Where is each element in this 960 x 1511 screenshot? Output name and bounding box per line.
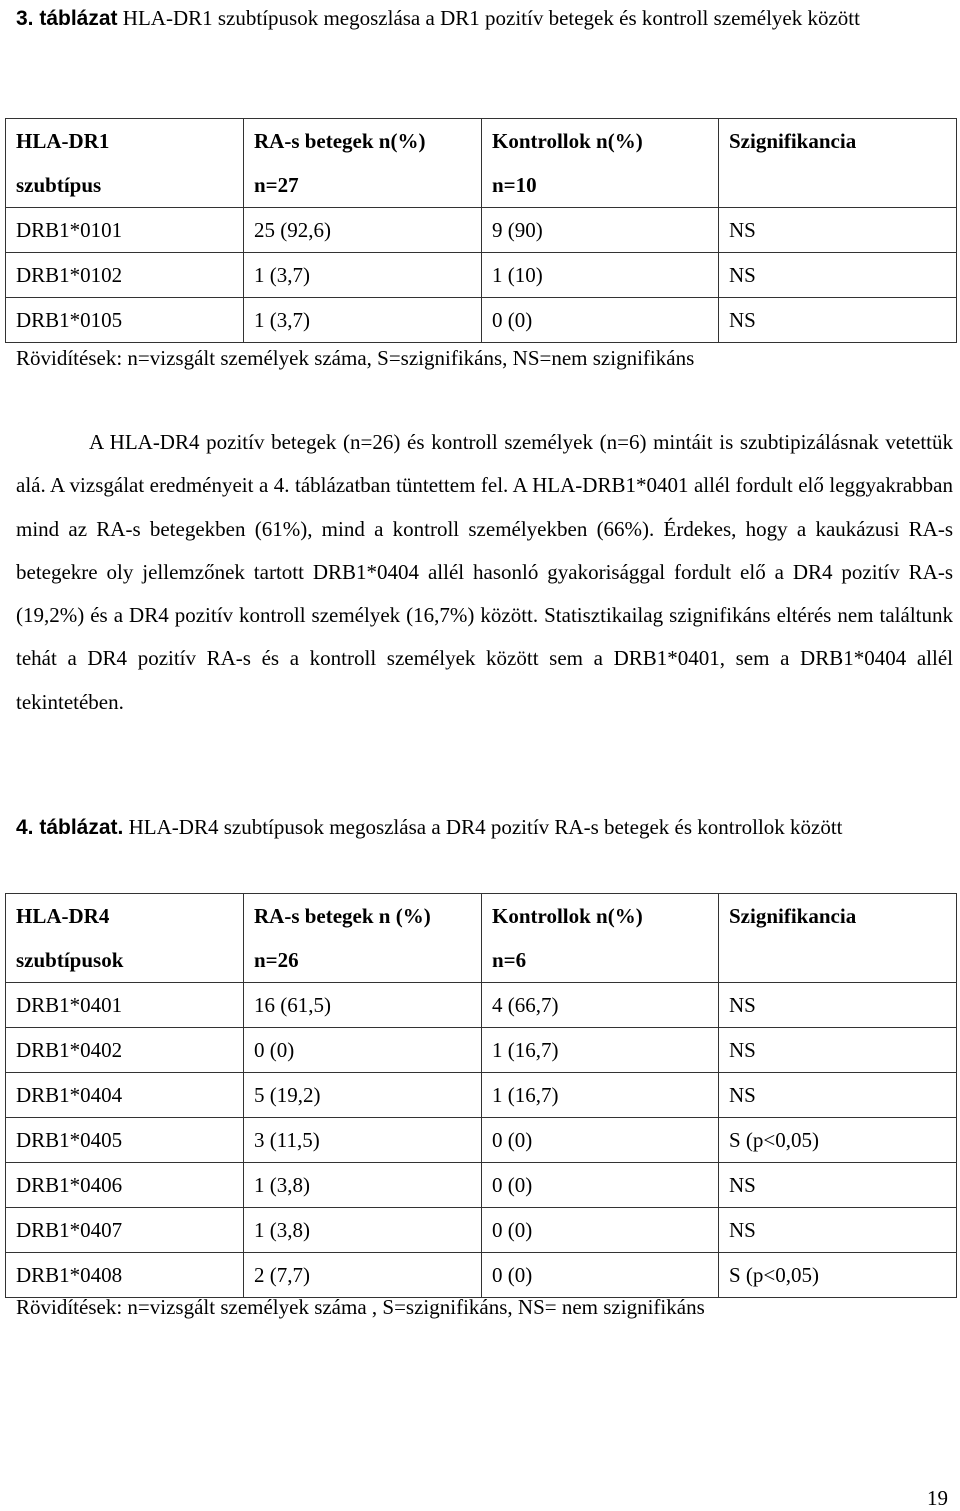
table3-header-cell: Szignifikancia [719,119,957,164]
table3-header-cell: Kontrollok n(%) [482,119,719,164]
table-cell: 2 (7,7) [244,1253,482,1298]
body-paragraph-text: A HLA-DR4 pozitív betegek (n=26) és kontroll személyek (n=6) mintáit is szubtipizálásnak vetettük alá. A vizsgálat eredményeit a 4. táblázatban tüntettem fel. A HLA-DRB1*0401 allél fordult elő leggyakrabban mind az RA-s betegekben (61%), mind a kontroll személyekben (66%). Érdekes, hogy a kaukázusi RA-s betegekre oly jellemzőnek tartott DRB1*0404 allél hasonló gyakorisággal fordult elő a DR4 pozitív RA-s (19,2%) és a DR4 pozitív kontroll személyek (16,7%) között. Statisztikailag szignifikáns eltérés nem találtunk tehát a DR4 pozitív RA-s és a kontroll személyek között sem a DRB1*0401, sem a DRB1*0404 allél tekintetében. [16,430,953,714]
table-row [6,1208,957,1253]
table3-header-cell [719,163,957,208]
table4-header-cell: RA-s betegek n (%) [244,894,482,939]
table-cell: DRB1*0105 [6,298,244,343]
table-cell: DRB1*0101 [6,208,244,253]
table-cell: NS [719,1208,957,1253]
table-cell: 9 (90) [482,208,719,253]
table-cell: 16 (61,5) [244,983,482,1028]
table-cell: DRB1*0405 [6,1118,244,1163]
table4-header-cell: n=26 [244,938,482,983]
table-cell: 1 (16,7) [482,1028,719,1073]
table-cell: 1 (3,7) [244,298,482,343]
table-cell: S (p<0,05) [719,1118,957,1163]
table-cell: 4 (66,7) [482,983,719,1028]
table-cell: DRB1*0406 [6,1163,244,1208]
table3-header-cell: szubtípus [6,163,244,208]
table-cell: 1 (3,7) [244,253,482,298]
table3-header-row-1 [6,119,957,164]
table-cell: 0 (0) [482,1163,719,1208]
body-paragraph [16,421,953,724]
table4-caption [16,806,946,849]
table-cell: NS [719,983,957,1028]
table-cell: DRB1*0407 [6,1208,244,1253]
table4-abbreviations: Rövidítések: n=vizsgált személyek száma , S=szignifikáns, NS= nem szignifikáns [16,1295,705,1319]
table3-header-cell: n=10 [482,163,719,208]
table-row [6,1073,957,1118]
table4-header-cell: szubtípusok [6,938,244,983]
table-cell: DRB1*0404 [6,1073,244,1118]
table-cell: 0 (0) [482,1118,719,1163]
table3-caption [16,0,946,40]
table-cell: DRB1*0402 [6,1028,244,1073]
table3 [5,118,957,343]
table-row [6,1118,957,1163]
table-cell: NS [719,1073,957,1118]
table-row [6,1028,957,1073]
table-cell: 1 (3,8) [244,1208,482,1253]
table4-header-cell [719,938,957,983]
table3-caption-label: 3. táblázat [16,7,118,30]
table-cell: S (p<0,05) [719,1253,957,1298]
table-cell: NS [719,298,957,343]
table3-abbreviations: Rövidítések: n=vizsgált személyek száma, S=szignifikáns, NS=nem szignifikáns [16,346,695,370]
table-cell: DRB1*0102 [6,253,244,298]
table3-caption-text: HLA-DR1 szubtípusok megoszlása a DR1 pozitív betegek és kontroll személyek között [117,6,860,30]
table-row [6,983,957,1028]
table-cell: 0 (0) [482,1208,719,1253]
table3-header-row-2 [6,163,957,208]
table4 [5,893,957,1298]
table-cell: 3 (11,5) [244,1118,482,1163]
table-cell: 5 (19,2) [244,1073,482,1118]
table-cell: 0 (0) [244,1028,482,1073]
table-cell: NS [719,253,957,298]
page-number: 19 [927,1486,948,1510]
table4-header-row-1 [6,894,957,939]
table-cell: 25 (92,6) [244,208,482,253]
table-row [6,1253,957,1298]
table-cell: NS [719,208,957,253]
table-cell: 0 (0) [482,298,719,343]
table4-header-cell: HLA-DR4 [6,894,244,939]
table-cell: 0 (0) [482,1253,719,1298]
table4-header-cell: Kontrollok n(%) [482,894,719,939]
table-cell: NS [719,1163,957,1208]
table-cell: 1 (3,8) [244,1163,482,1208]
table-row [6,1163,957,1208]
table-row [6,208,957,253]
table-cell: DRB1*0408 [6,1253,244,1298]
table3-header-cell: n=27 [244,163,482,208]
table-cell: 1 (10) [482,253,719,298]
table3-header-cell: RA-s betegek n(%) [244,119,482,164]
table-row [6,298,957,343]
table4-caption-text: HLA-DR4 szubtípusok megoszlása a DR4 pozitív RA-s betegek és kontrollok között [123,815,843,839]
table3-header-cell: HLA-DR1 [6,119,244,164]
table4-caption-label: 4. táblázat. [16,816,124,839]
table-cell: NS [719,1028,957,1073]
table-cell: DRB1*0401 [6,983,244,1028]
table4-header-cell: n=6 [482,938,719,983]
table-row [6,253,957,298]
table4-header-row-2 [6,938,957,983]
table-cell: 1 (16,7) [482,1073,719,1118]
table4-header-cell: Szignifikancia [719,894,957,939]
